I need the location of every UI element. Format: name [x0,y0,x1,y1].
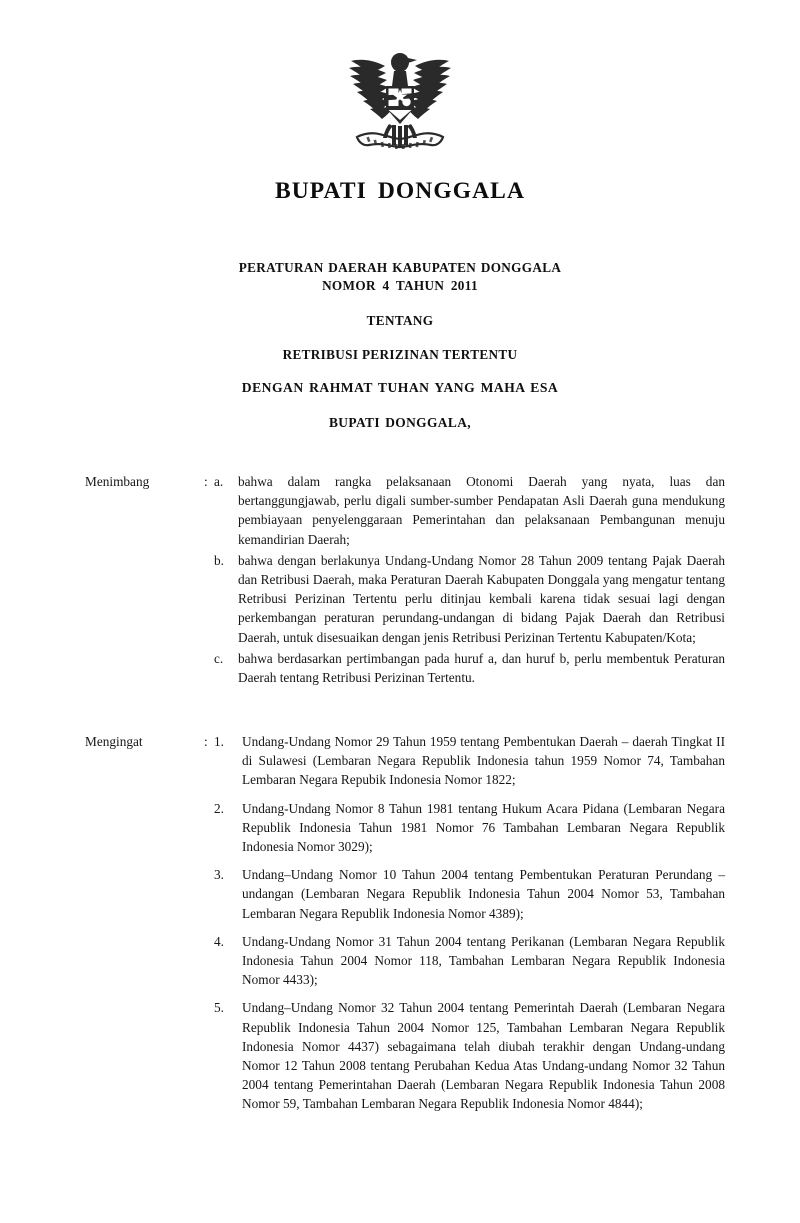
clause-text: bahwa dalam rangka pelaksanaan Otonomi Daerah yang nyata, luas dan bertanggungjawab, perlu digali sumber-sumber Pendapatan Asli Daerah guna mendukung pembiayaan penyelenggaraan Pemerintahan dan pelaksanaan Pembangunan menuju kemandirian Daerah; [238,474,725,547]
clause-text: bahwa dengan berlakunya Undang-Undang Nomor 28 Tahun 2009 tentang Pajak Daerah dan Retribusi Daerah, maka Peraturan Daerah Kabupaten Donggala yang mengatur tentang Retribusi Perizinan Tertentu perlu ditinjau kembali karena tidak sesuai lagi dengan perkembangan peraturan perundang-undangan di bidang Pajak Daerah dan Retribusi Daerah, untuk disesuaikan dengan jenis Retribusi Perizinan Tertentu Kabupaten/Kota; [238,552,725,645]
regulation-subject: RETRIBUSI PERIZINAN TERTENTU [282,346,518,362]
tentang-label: TENTANG [366,313,434,329]
title-block [0,259,800,432]
clause-text: Undang-Undang Nomor 8 Tahun 1981 tentang Hukum Acara Pidana (Lembaran Negara Republik Indonesia Tahun 1981 Nomor 76 Tambahan Lembaran Negara Republik Indonesia Nomor 3029); [242,800,725,855]
section-colon-menimbang: : [204,474,208,489]
clause-marker: 2. [214,800,224,816]
official-title: BUPATI DONGGALA, [328,415,472,431]
section-label-menimbang: Menimbang [85,474,150,489]
clause-text: Undang-Undang Nomor 29 Tahun 1959 tentang Pembentukan Daerah – daerah Tingkat II di Sulawesi (Lembaran Negara Republik Indonesia tahun 1959 Nomor 74, Tambahan Lembaran Negara Repubik Indonesia Nomor 1822; [242,734,725,788]
clause-item [214,998,725,1113]
regulation-heading: PERATURAN DAERAH KABUPATEN DONGGALA [238,260,562,275]
page-title: BUPATI DONGGALA [274,178,526,204]
section-menimbang [85,472,725,689]
clause-item [214,551,725,647]
clause-item [214,932,725,990]
regulation-number: NOMOR 4 TAHUN 2011 [322,277,478,293]
clause-text: Undang–Undang Nomor 10 Tahun 2004 tentang Pembentukan Peraturan Perundang – undangan (Lembaran Negara Republik Indonesia Tahun 2004 Nomor 53, Tambahan Lembaran Negara Republik Indonesia Nomor 4389); [242,867,725,921]
section-mengingat [85,732,725,1123]
clause-marker: 5. [214,1000,224,1016]
clause-item [214,799,725,857]
clause-list-mengingat [214,732,725,1114]
clause-item [214,732,725,790]
clause-item [214,865,725,923]
garuda-pancasila-emblem [337,42,463,164]
clause-item [214,649,725,687]
clause-marker: 1. [214,734,224,749]
clause-marker: b. [214,552,224,568]
emblem-container [0,42,800,169]
clause-item [214,472,725,549]
section-label-mengingat: Mengingat [85,734,143,749]
clause-text: Undang–Undang Nomor 32 Tahun 2004 tentang Pemerintah Daerah (Lembaran Negara Republik Indonesia Tahun 2004 Nomor 125, Tambahan Lembaran Negara Republik Indonesia Nomor 4437) sebagaimana telah diubah terakhir dengan Undang-undang Nomor 12 Tahun 2008 tentang Perubahan Kedua Atas Undang-undang Nomor 32 Tahun 2004 tentang Pemerintahan Daerah (Lembaran Negara Republik Indonesia Tahun 2008 Nomor 59, Tambahan Lembaran Negara Republik Indonesia Nomor 4844); [242,1000,725,1112]
clause-marker: 4. [214,933,224,949]
clause-text: bahwa berdasarkan pertimbangan pada huruf a, dan huruf b, perlu membentuk Peraturan Daerah tentang Retribusi Perizinan Tertentu. [238,650,725,686]
section-colon-mengingat: : [204,734,208,749]
invocation-line: DENGAN RAHMAT TUHAN YANG MAHA ESA [241,380,559,396]
clause-marker: a. [214,474,224,489]
clause-text: Undang-Undang Nomor 31 Tahun 2004 tentang Perikanan (Lembaran Negara Republik Indonesia Tahun 2004 Nomor 118, Tambahan Lembaran Negara Republik Indonesia Nomor 4433); [242,933,725,988]
clause-list-menimbang [214,472,725,687]
clause-marker: 3. [214,867,224,883]
clause-marker: c. [214,650,224,666]
